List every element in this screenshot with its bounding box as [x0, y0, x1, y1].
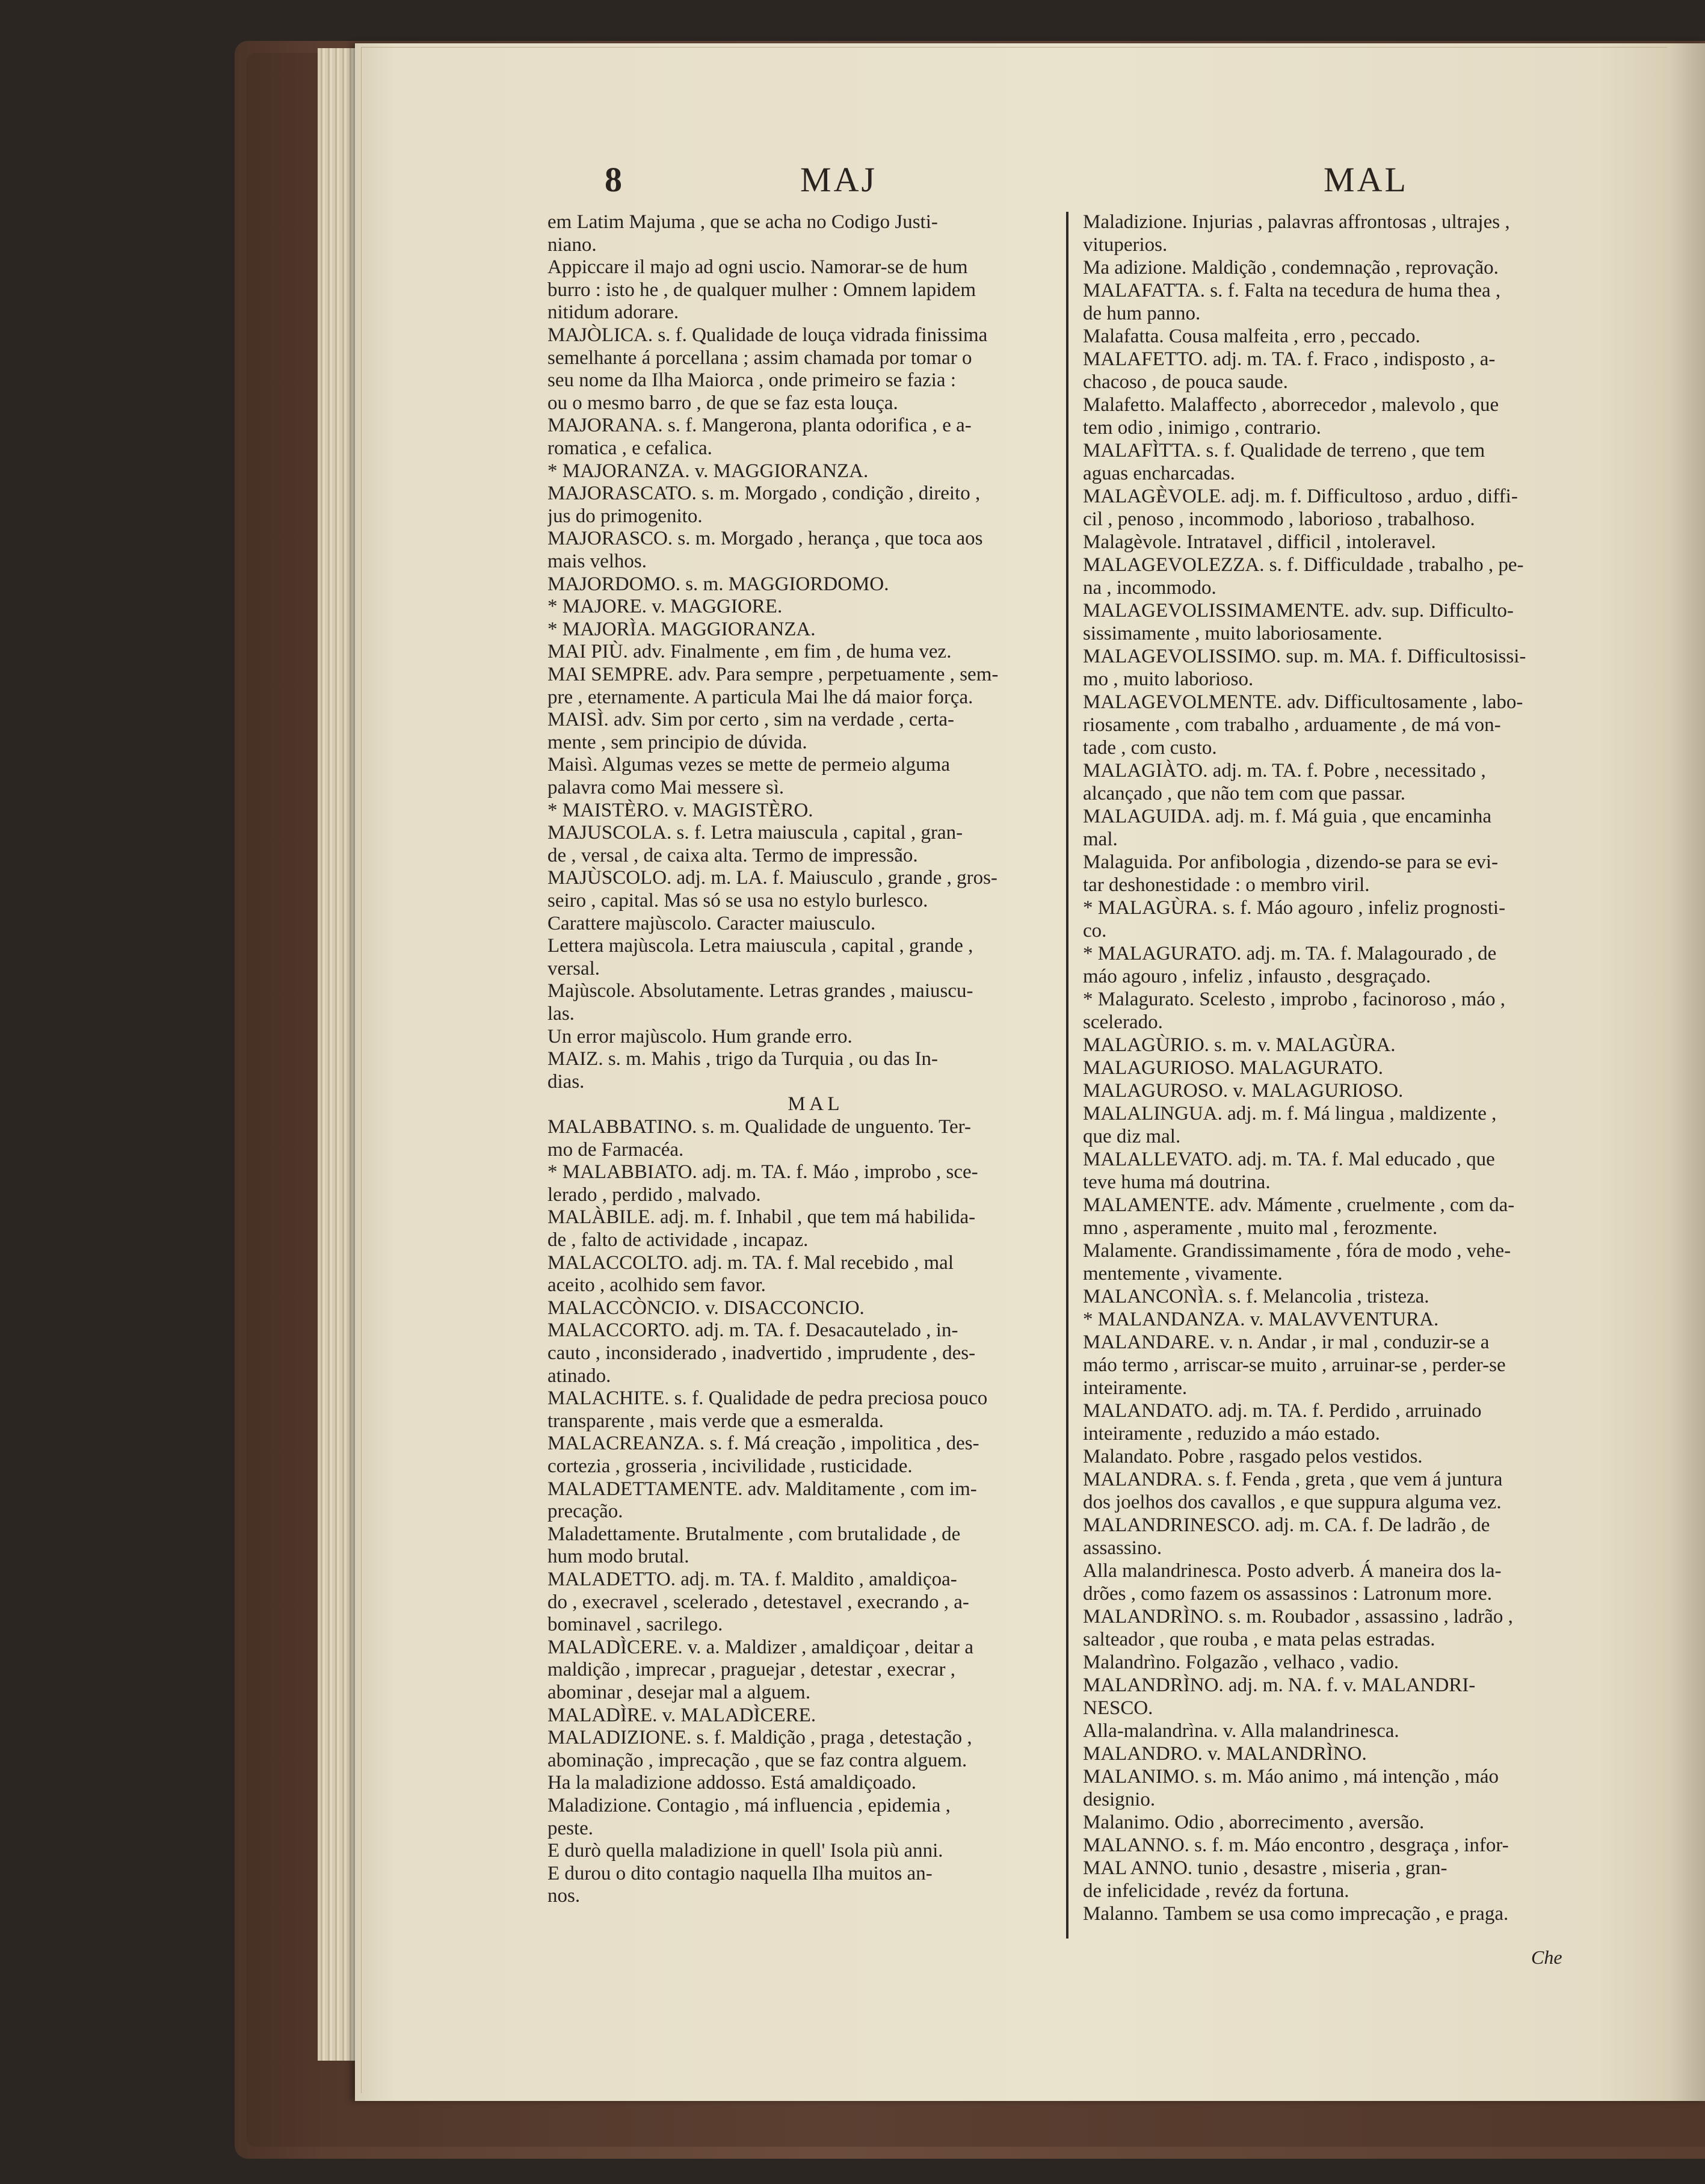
entry-line: seu nome da Ilha Maiorca , onde primeiro se fazia : — [547, 369, 956, 392]
entry-line: MALALINGUA. adj. m. f. Má lingua , maldizente , — [1083, 1103, 1497, 1124]
entry-line: Malagèvole. Intratavel , difficil , intoleravel. — [1083, 531, 1436, 553]
left-guide-word: MAJ — [800, 160, 878, 199]
entry-line: MAJORASCO. s. m. Morgado , herança , que toca aos — [547, 528, 983, 550]
entry-line: Alla-malandrìna. v. Alla malandrinesca. — [1083, 1720, 1399, 1742]
catchword: Che — [1531, 1946, 1562, 1968]
entry-line: mal. — [1083, 828, 1118, 850]
entry-line: MAJORDOMO. s. m. MAGGIORDOMO. — [547, 573, 889, 595]
entry-line: MALANDRINESCO. adj. m. CA. f. De ladrão , de — [1083, 1514, 1490, 1536]
entry-line: MAISÌ. adv. Sim por certo , sim na verdade , certa- — [547, 709, 954, 731]
entry-line: * MALABBIATO. adj. m. TA. f. Máo , improbo , sce- — [547, 1161, 978, 1183]
entry-line: MALAGUROSO. v. MALAGURIOSO. — [1083, 1080, 1404, 1102]
entry-line: MALADÌRE. v. MALADÌCERE. — [547, 1704, 816, 1726]
entry-line: maldição , imprecar , praguejar , detestar , execrar , — [547, 1659, 955, 1681]
entry-line: MAJÙSCOLO. adj. m. LA. f. Maiusculo , grande , gros- — [547, 867, 997, 889]
entry-line: precação. — [547, 1501, 623, 1523]
entry-line: mais velhos. — [547, 551, 647, 572]
entry-line: MALANDATO. adj. m. TA. f. Perdido , arruinado — [1083, 1400, 1482, 1422]
entry-line: MALAGÙRIO. s. m. v. MALAGÙRA. — [1083, 1034, 1396, 1056]
entry-line: mentemente , vivamente. — [1083, 1263, 1283, 1285]
entry-line: que diz mal. — [1083, 1126, 1181, 1147]
entry-line: do , execravel , scelerado , detestavel , execrando , a- — [547, 1591, 969, 1613]
entry-line: E durou o dito contagio naquella Ilha muitos an- — [547, 1862, 933, 1884]
entry-line: cauto , inconsiderado , inadvertido , imprudente , des- — [547, 1342, 976, 1364]
entry-line: MALANDRÌNO. s. m. Roubador , assassino , ladrão , — [1083, 1606, 1513, 1627]
entry-line: tar deshonestidade : o membro viril. — [1083, 874, 1370, 896]
entry-line: atinado. — [547, 1365, 611, 1387]
entry-line: scelerado. — [1083, 1011, 1163, 1033]
entry-line: MALAGEVOLEZZA. s. f. Difficuldade , trabalho , pe- — [1083, 554, 1524, 576]
entry-line: * MALANDANZA. v. MALAVVENTURA. — [1083, 1309, 1439, 1330]
page-number: 8 — [605, 160, 622, 199]
entry-line: MAJORASCATO. s. m. Morgado , condição , direito , — [547, 483, 981, 505]
entry-line: MALABBATINO. s. m. Qualidade de unguento. Ter- — [547, 1116, 971, 1138]
entry-line: MALANDARE. v. n. Andar , ir mal , conduzir-se a — [1083, 1331, 1490, 1353]
entry-line: máo termo , arriscar-se muito , arruinar-se , perder-se — [1083, 1354, 1506, 1376]
entry-line: de infelicidade , revéz da fortuna. — [1083, 1880, 1349, 1902]
right-guide-word: MAL — [1324, 160, 1408, 199]
entry-line: MALANIMO. s. m. Máo animo , má intenção , máo — [1083, 1766, 1499, 1788]
entry-line: aguas encharcadas. — [1083, 463, 1235, 484]
column-rule — [1066, 212, 1068, 1939]
entry-line: Maisì. Algumas vezes se mette de permeio alguma — [547, 754, 950, 776]
section-heading: M A L — [788, 1093, 840, 1115]
entry-line: las. — [547, 1003, 575, 1025]
entry-line: MALAFATTA. s. f. Falta na tecedura de huma thea , — [1083, 280, 1501, 301]
entry-line: MALAGEVOLISSIMO. sup. m. MA. f. Difficultosissi- — [1083, 646, 1526, 667]
entry-line: Maladizione. Injurias , palavras affrontosas , ultrajes , — [1083, 211, 1510, 233]
entry-line: nos. — [547, 1885, 581, 1907]
entry-line: chacoso , de pouca saude. — [1083, 371, 1288, 393]
entry-line: Ma adizione. Maldição , condemnação , reprovação. — [1083, 257, 1499, 279]
entry-line: MALÀBILE. adj. m. f. Inhabil , que tem má habilida- — [547, 1206, 976, 1229]
entry-line: em Latim Majuma , que se acha no Codigo Justi- — [547, 211, 938, 233]
entry-line: seiro , capital. Mas só se usa no estylo burlesco. — [547, 890, 928, 912]
entry-line: bominavel , sacrilego. — [547, 1614, 723, 1636]
entry-line: de , versal , de caixa alta. Termo de impressão. — [547, 844, 918, 866]
entry-line: Alla malandrinesca. Posto adverb. Á maneira dos la- — [1083, 1560, 1502, 1582]
entry-line: de , falto de actividade , incapaz. — [547, 1229, 809, 1251]
entry-line: E durò quella maladizione in quell' Isola più anni. — [547, 1840, 943, 1862]
entry-line: MALAGEVOLISSIMAMENTE. adv. sup. Difficulto- — [1083, 600, 1514, 622]
entry-line: Malanno. Tambem se usa como imprecação , e praga. — [1083, 1903, 1509, 1925]
entry-line: MAJÒLICA. s. f. Qualidade de louça vidrada finissima — [547, 324, 988, 346]
entry-line: tem odio , inimigo , contrario. — [1083, 417, 1321, 439]
entry-line: Malandrìno. Folgazão , velhaco , vadio. — [1083, 1652, 1399, 1673]
entry-line: mo , muito laborioso. — [1083, 668, 1254, 690]
entry-line: pre , eternamente. A particula Mai lhe dá maior força. — [547, 686, 973, 708]
entry-line: vituperios. — [1083, 234, 1168, 256]
entry-line: MALANDRO. v. MALANDRÌNO. — [1083, 1743, 1367, 1765]
entry-line: MALADETTAMENTE. adv. Malditamente , com im- — [547, 1478, 977, 1500]
entry-line: MAI PIÙ. adv. Finalmente , em fim , de huma vez. — [547, 641, 952, 663]
entry-line: MALAGEVOLMENTE. adv. Difficultosamente , labo- — [1083, 691, 1523, 713]
entry-line: abominar , desejar mal a alguem. — [547, 1682, 811, 1703]
entry-line: MALAGÈVOLE. adj. m. f. Difficultoso , arduo , diffi- — [1083, 486, 1518, 507]
entry-line: designio. — [1083, 1789, 1156, 1810]
entry-line: dos joelhos dos cavallos , e que suppura alguma vez. — [1083, 1491, 1502, 1513]
entry-line: MALADETTO. adj. m. TA. f. Maldito , amaldiçoa- — [547, 1569, 957, 1590]
entry-line: MAL ANNO. tunio , desastre , miseria , gran- — [1083, 1857, 1448, 1879]
entry-line: MALAGURIOSO. MALAGURATO. — [1083, 1057, 1383, 1079]
entry-line: MALADIZIONE. s. f. Maldição , praga , detestação , — [547, 1727, 972, 1749]
entry-line: MALACCORTO. adj. m. TA. f. Desacautelado , in- — [547, 1319, 958, 1342]
entry-line: Malafatta. Cousa malfeita , erro , peccado. — [1083, 325, 1420, 347]
entry-line: Maladizione. Contagio , má influencia , epidemia , — [547, 1795, 951, 1816]
entry-line: * MAJORÌA. MAGGIORANZA. — [547, 618, 816, 640]
entry-line: Malaguida. Por anfibologia , dizendo-se para se evi- — [1083, 851, 1499, 873]
entry-line: mente , sem principio de dúvida. — [547, 731, 807, 753]
entry-line: MALACCOLTO. adj. m. TA. f. Mal recebido , mal — [547, 1251, 954, 1274]
entry-line: MALANDRÌNO. adj. m. NA. f. v. MALANDRI- — [1083, 1674, 1476, 1696]
entry-line: cil , penoso , incommodo , laborioso , trabalhoso. — [1083, 508, 1475, 530]
entry-line: dias. — [547, 1070, 585, 1093]
entry-line: romatica , e cefalica. — [547, 437, 712, 459]
entry-line: MALANCONÌA. s. f. Melancolia , tristeza. — [1083, 1286, 1429, 1307]
entry-line: de hum panno. — [1083, 303, 1201, 324]
entry-line: Malandato. Pobre , rasgado pelos vestidos. — [1083, 1446, 1423, 1467]
entry-line: inteiramente , reduzido a máo estado. — [1083, 1423, 1380, 1445]
entry-line: * MALAGÙRA. s. f. Máo agouro , infeliz prognosti- — [1083, 897, 1506, 919]
entry-line: MALAFÌTTA. s. f. Qualidade de terreno , que tem — [1083, 440, 1485, 461]
entry-line: drões , como fazem os assassinos : Latronum more. — [1083, 1583, 1493, 1605]
entry-line: MALADÌCERE. v. a. Maldizer , amaldiçoar , deitar a — [547, 1636, 974, 1658]
entry-line: * MALAGURATO. adj. m. TA. f. Malagourado , de — [1083, 943, 1497, 964]
entry-line: máo agouro , infeliz , infausto , desgraçado. — [1083, 966, 1431, 987]
entry-line: burro : isto he , de qualquer mulher : Omnem lapidem — [547, 279, 976, 301]
entry-line: cortezia , grosseria , incivilidade , rusticidade. — [547, 1455, 913, 1477]
entry-line: peste. — [547, 1817, 594, 1839]
entry-line: inteiramente. — [1083, 1377, 1188, 1399]
entry-line: semelhante á porcellana ; assim chamada por tomar o — [547, 347, 972, 369]
entry-line: Malanimo. Odio , aborrecimento , aversão. — [1083, 1812, 1425, 1833]
entry-line: assassino. — [1083, 1537, 1162, 1559]
entry-line: Majùscole. Absolutamente. Letras grandes , maiuscu- — [547, 980, 973, 1002]
entry-line: MALAGIÀTO. adj. m. TA. f. Pobre , necessitado , — [1083, 760, 1486, 782]
entry-line: teve huma má doutrina. — [1083, 1171, 1271, 1193]
entry-line: * MAJORE. v. MAGGIORE. — [547, 596, 783, 618]
entry-line: MALACCÒNCIO. v. DISACCONCIO. — [547, 1297, 865, 1319]
entry-line: aceito , acolhido sem favor. — [547, 1274, 766, 1297]
entry-line: na , incommodo. — [1083, 577, 1216, 599]
entry-line: MAIZ. s. m. Mahis , trigo da Turquia , ou das In- — [547, 1048, 938, 1070]
entry-line: versal. — [547, 957, 600, 979]
entry-line: tade , com custo. — [1083, 737, 1217, 759]
entry-line: mo de Farmacéa. — [547, 1138, 684, 1161]
entry-line: MAJUSCOLA. s. f. Letra maiuscula , capital , gran- — [547, 822, 963, 844]
entry-line: MALAMENTE. adv. Mámente , cruelmente , com da- — [1083, 1194, 1515, 1216]
entry-line: MALAGUIDA. adj. m. f. Má guia , que encaminha — [1083, 806, 1492, 827]
entry-line: palavra como Mai messere sì. — [547, 777, 785, 798]
entry-line: Ha la maladizione addosso. Está amaldiçoado. — [547, 1772, 917, 1794]
entry-line: Appiccare il majo ad ogni uscio. Namorar-se de hum — [547, 256, 968, 279]
entry-line: transparente , mais verde que a esmeralda. — [547, 1410, 884, 1432]
entry-line: mno , asperamente , muito mal , ferozmente. — [1083, 1217, 1438, 1239]
entry-line: riosamente , com trabalho , arduamente , de má von- — [1083, 714, 1501, 736]
entry-line: jus do primogenito. — [547, 505, 703, 527]
entry-line: Carattere majùscolo. Caracter maiusculo. — [547, 912, 876, 934]
entry-line: MALAFETTO. adj. m. TA. f. Fraco , indisposto , a- — [1083, 348, 1496, 370]
entry-line: Maladettamente. Brutalmente , com brutalidade , de — [547, 1523, 961, 1545]
entry-line: sissimamente , muito laboriosamente. — [1083, 623, 1383, 644]
entry-line: abominação , imprecação , que se faz contra alguem. — [547, 1749, 967, 1771]
entry-line: MAI SEMPRE. adv. Para sempre , perpetuamente , sem- — [547, 664, 999, 685]
entry-line: * MAISTÈRO. v. MAGISTÈRO. — [547, 799, 813, 821]
entry-line: niano. — [547, 233, 597, 256]
entry-line: * Malagurato. Scelesto , improbo , facinoroso , máo , — [1083, 989, 1506, 1010]
entry-line: NESCO. — [1083, 1697, 1153, 1719]
entry-line: Un error majùscolo. Hum grande erro. — [547, 1025, 852, 1047]
entry-line: ou o mesmo barro , de que se faz esta louça. — [547, 392, 898, 414]
entry-line: salteador , que rouba , e mata pelas estradas. — [1083, 1629, 1435, 1650]
entry-line: lerado , perdido , malvado. — [547, 1183, 761, 1206]
entry-line: MALALLEVATO. adj. m. TA. f. Mal educado , que — [1083, 1149, 1495, 1170]
entry-line: MALACHITE. s. f. Qualidade de pedra preciosa pouco — [547, 1387, 988, 1410]
entry-line: Lettera majùscola. Letra maiuscula , capital , grande , — [547, 935, 973, 957]
entry-line: Malamente. Grandissimamente , fóra de modo , vehe- — [1083, 1240, 1511, 1262]
entry-line: MALACREANZA. s. f. Má creação , impolitica , des- — [547, 1433, 979, 1455]
entry-line: hum modo brutal. — [547, 1546, 689, 1568]
entry-line: MALANNO. s. f. m. Máo encontro , desgraça , infor- — [1083, 1834, 1509, 1856]
entry-line: MALANDRA. s. f. Fenda , greta , que vem á juntura — [1083, 1469, 1503, 1490]
entry-line: MAJORANA. s. f. Mangerona, planta odorifica , e a- — [547, 415, 972, 437]
entry-line: nitidum adorare. — [547, 301, 679, 324]
entry-line: alcançado , que não tem com que passar. — [1083, 783, 1406, 804]
entry-line: * MAJORANZA. v. MAGGIORANZA. — [547, 460, 869, 482]
entry-line: co. — [1083, 920, 1107, 942]
entry-line: Malafetto. Malaffecto , aborrecedor , malevolo , que — [1083, 394, 1499, 416]
